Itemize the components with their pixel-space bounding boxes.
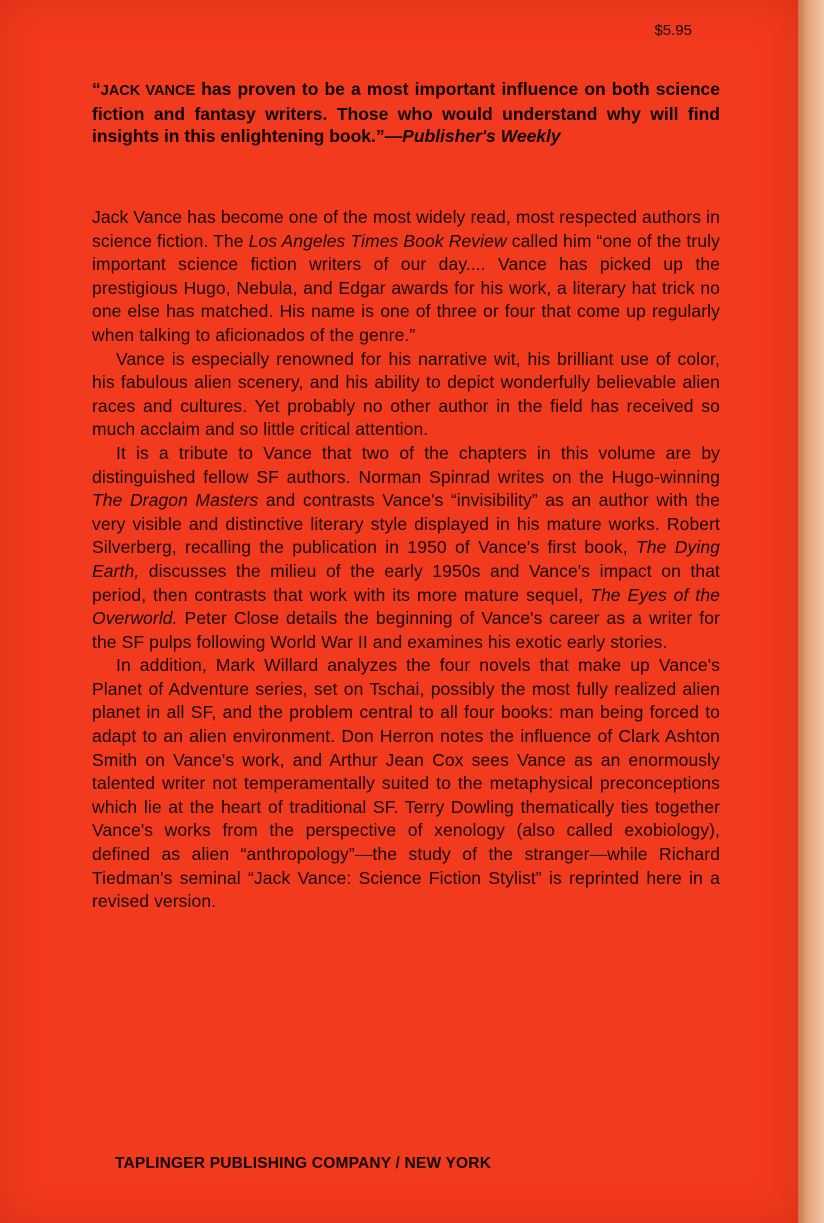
blurb-text: discusses the milieu of the early 1950s and Vance's impact on that period, then contrasts that work with its more mature sequel, xyxy=(92,560,720,605)
page-edge xyxy=(798,0,824,1223)
publication-title: Los Angeles Times Book Review xyxy=(248,230,507,251)
book-title: The Eyes of the Overworld. xyxy=(92,584,720,629)
quote-open-mark: “ xyxy=(92,79,101,99)
book-title: The Dragon Masters xyxy=(92,490,259,511)
review-quote xyxy=(92,78,720,148)
blurb-text: In addition, Mark Willard analyzes the four novels that make up Vance's Planet of Adventure series, set on Tschai, possibly the most fully realized alien planet in all SF, and the problem central to all four books: man being forced to adapt to an alien environment. Don Herron notes the influence of Clark Ashton Smith on Vance's work, and Arthur Jean Cox sees Vance as an enormously talented writer not temperamentally suited to the metaphysical preconceptions which lie at the heart of traditional SF. Terry Dowling thematically ties together Vance's works from the perspective of xenology (also called exobiology), defined as alien “anthropology”—the study of the stranger—while Richard Tiedman's seminal “Jack Vance: Science Fiction Stylist” is reprinted here in a revised version. xyxy=(92,655,720,912)
blurb-text: Jack Vance has become one of the most widely read, most respected authors in science fiction. The xyxy=(92,207,720,251)
blurb-text: Peter Close details the beginning of Vance's career as a writer for the SF pulps following World War II and examines his exotic early stories. xyxy=(92,608,720,652)
blurb-text: called him “one of the truly important science fiction writers of our day.... Vance has picked up the prestigious Hugo, Nebula, and Edgar awards for his work, a literary hat trick no one else has matched. His name is one of three or four that come up regularly when talking to aficionados of the genre.” xyxy=(92,230,720,345)
quote-text: has proven to be a most important influence on both science fiction and fantasy writers. Those who would understand why will find insights in this enlightening book.”— xyxy=(92,79,720,146)
blurb-text: and contrasts Vance's “invisibility” as an author with the very visible and distinctive literary style displayed in his mature works. Robert Silverberg, recalling the publication in 1950 of Vance's first book, xyxy=(92,490,720,558)
blurb-body xyxy=(92,206,720,914)
blurb-paragraph-4 xyxy=(92,654,720,914)
price-label: $5.95 xyxy=(654,22,692,39)
blurb-paragraph-3 xyxy=(92,442,720,654)
blurb-paragraph-1 xyxy=(92,206,720,348)
blurb-paragraph-2 xyxy=(92,348,720,442)
blurb-text: Vance is especially renowned for his narrative wit, his brilliant use of color, his fabulous alien scenery, and his ability to depict wonderfully believable alien races and cultures. Yet probably no other author in the field has received so much acclaim and so little critical attention. xyxy=(92,348,720,440)
blurb-text: It is a tribute to Vance that two of the chapters in this volume are by distinguished fellow SF authors. Norman Spinrad writes on the Hugo-winning xyxy=(92,442,720,487)
publisher-imprint: TAPLINGER PUBLISHING COMPANY / NEW YORK xyxy=(115,1155,492,1172)
quote-author-name: JACK VANCE xyxy=(100,83,196,99)
quote-source: Publisher's Weekly xyxy=(402,126,561,146)
book-title: The Dying Earth, xyxy=(92,537,720,581)
